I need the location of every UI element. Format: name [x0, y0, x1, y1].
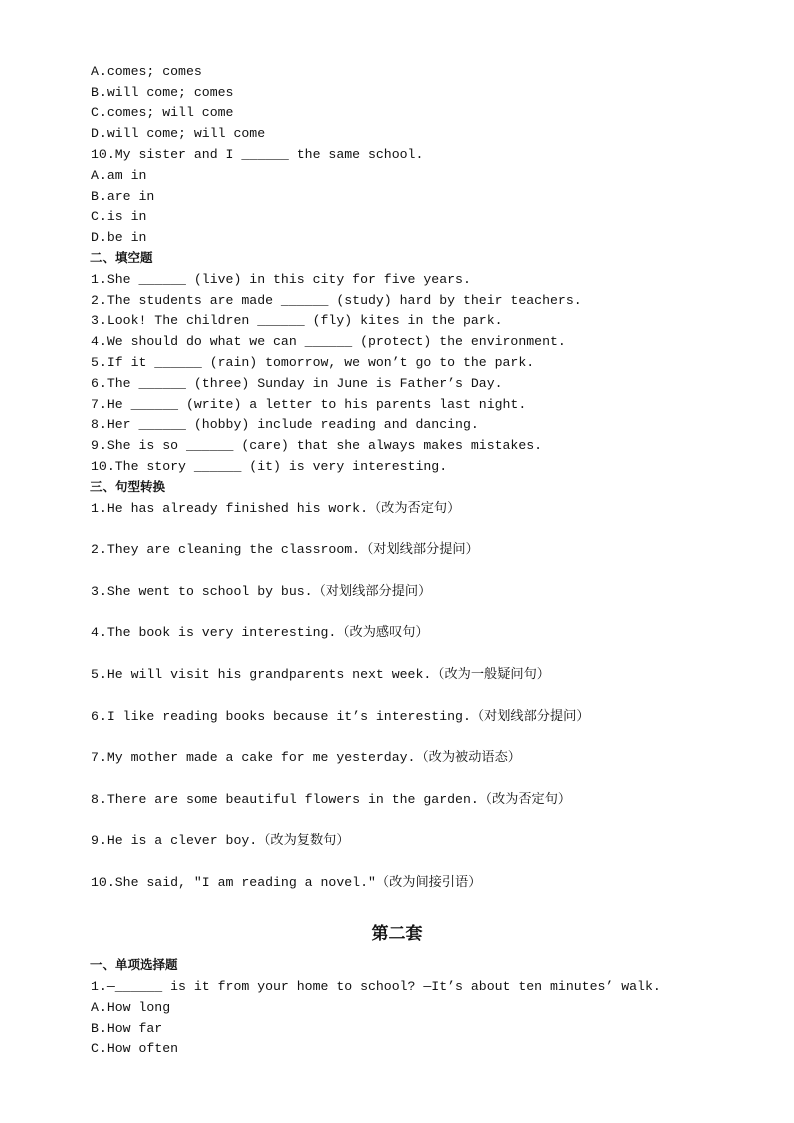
set2-q1-option-c: C.How often — [91, 1041, 179, 1056]
q10-option-d: D.be in — [91, 230, 147, 245]
transform-item: 5.He will visit his grandparents next week.（改为一般疑问句） — [91, 667, 550, 682]
q10-option-b: B.are in — [91, 189, 155, 204]
transform-item: 3.She went to school by bus.（对划线部分提问） — [91, 584, 432, 599]
q10-question: 10.My sister and I ______ the same school. — [91, 147, 424, 162]
transform-item: 1.He has already finished his work.（改为否定句） — [91, 501, 461, 516]
q9-option-d: D.will come; will come — [91, 126, 266, 141]
fill-item: 8.Her ______ (hobby) include reading and dancing. — [91, 417, 479, 432]
set2-q1-question: 1.—______ is it from your home to school? —It’s about ten minutes’ walk. — [91, 979, 661, 994]
section-heading-single-choice: 一、单项选择题 — [90, 957, 178, 972]
fill-item: 4.We should do what we can ______ (protect) the environment. — [91, 334, 566, 349]
transform-item: 2.They are cleaning the classroom.（对划线部分提问） — [91, 542, 479, 557]
fill-item: 2.The students are made ______ (study) hard by their teachers. — [91, 293, 582, 308]
set-title: 第二套 — [371, 924, 423, 944]
transform-item: 10.She said, "I am reading a novel."（改为间接引语） — [91, 875, 482, 890]
q9-option-a: A.comes; comes — [91, 64, 202, 79]
q10-option-a: A.am in — [91, 168, 147, 183]
fill-item: 10.The story ______ (it) is very interesting. — [91, 459, 448, 474]
fill-item: 1.She ______ (live) in this city for five years. — [91, 272, 471, 287]
transform-item: 6.I like reading books because it’s interesting.（对划线部分提问） — [91, 709, 590, 724]
transform-item: 9.He is a clever boy.（改为复数句） — [91, 833, 350, 848]
section-heading-sentence-transform: 三、句型转换 — [90, 479, 166, 494]
q9-option-b: B.will come; comes — [91, 85, 234, 100]
set2-q1-option-a: A.How long — [91, 1000, 171, 1015]
q10-option-c: C.is in — [91, 209, 147, 224]
section-heading-fill-blank: 二、填空题 — [90, 250, 153, 265]
q9-option-c: C.comes; will come — [91, 105, 234, 120]
fill-item: 7.He ______ (write) a letter to his parents last night. — [91, 397, 527, 412]
fill-item: 6.The ______ (three) Sunday in June is Father’s Day. — [91, 376, 503, 391]
set2-q1-option-b: B.How far — [91, 1021, 163, 1036]
fill-item: 3.Look! The children ______ (fly) kites in the park. — [91, 313, 503, 328]
transform-item: 8.There are some beautiful flowers in the garden.（改为否定句） — [91, 792, 572, 807]
fill-item: 9.She is so ______ (care) that she always makes mistakes. — [91, 438, 543, 453]
transform-item: 7.My mother made a cake for me yesterday.（改为被动语态） — [91, 750, 521, 765]
fill-item: 5.If it ______ (rain) tomorrow, we won’t go to the park. — [91, 355, 535, 370]
transform-item: 4.The book is very interesting.（改为感叹句） — [91, 625, 429, 640]
